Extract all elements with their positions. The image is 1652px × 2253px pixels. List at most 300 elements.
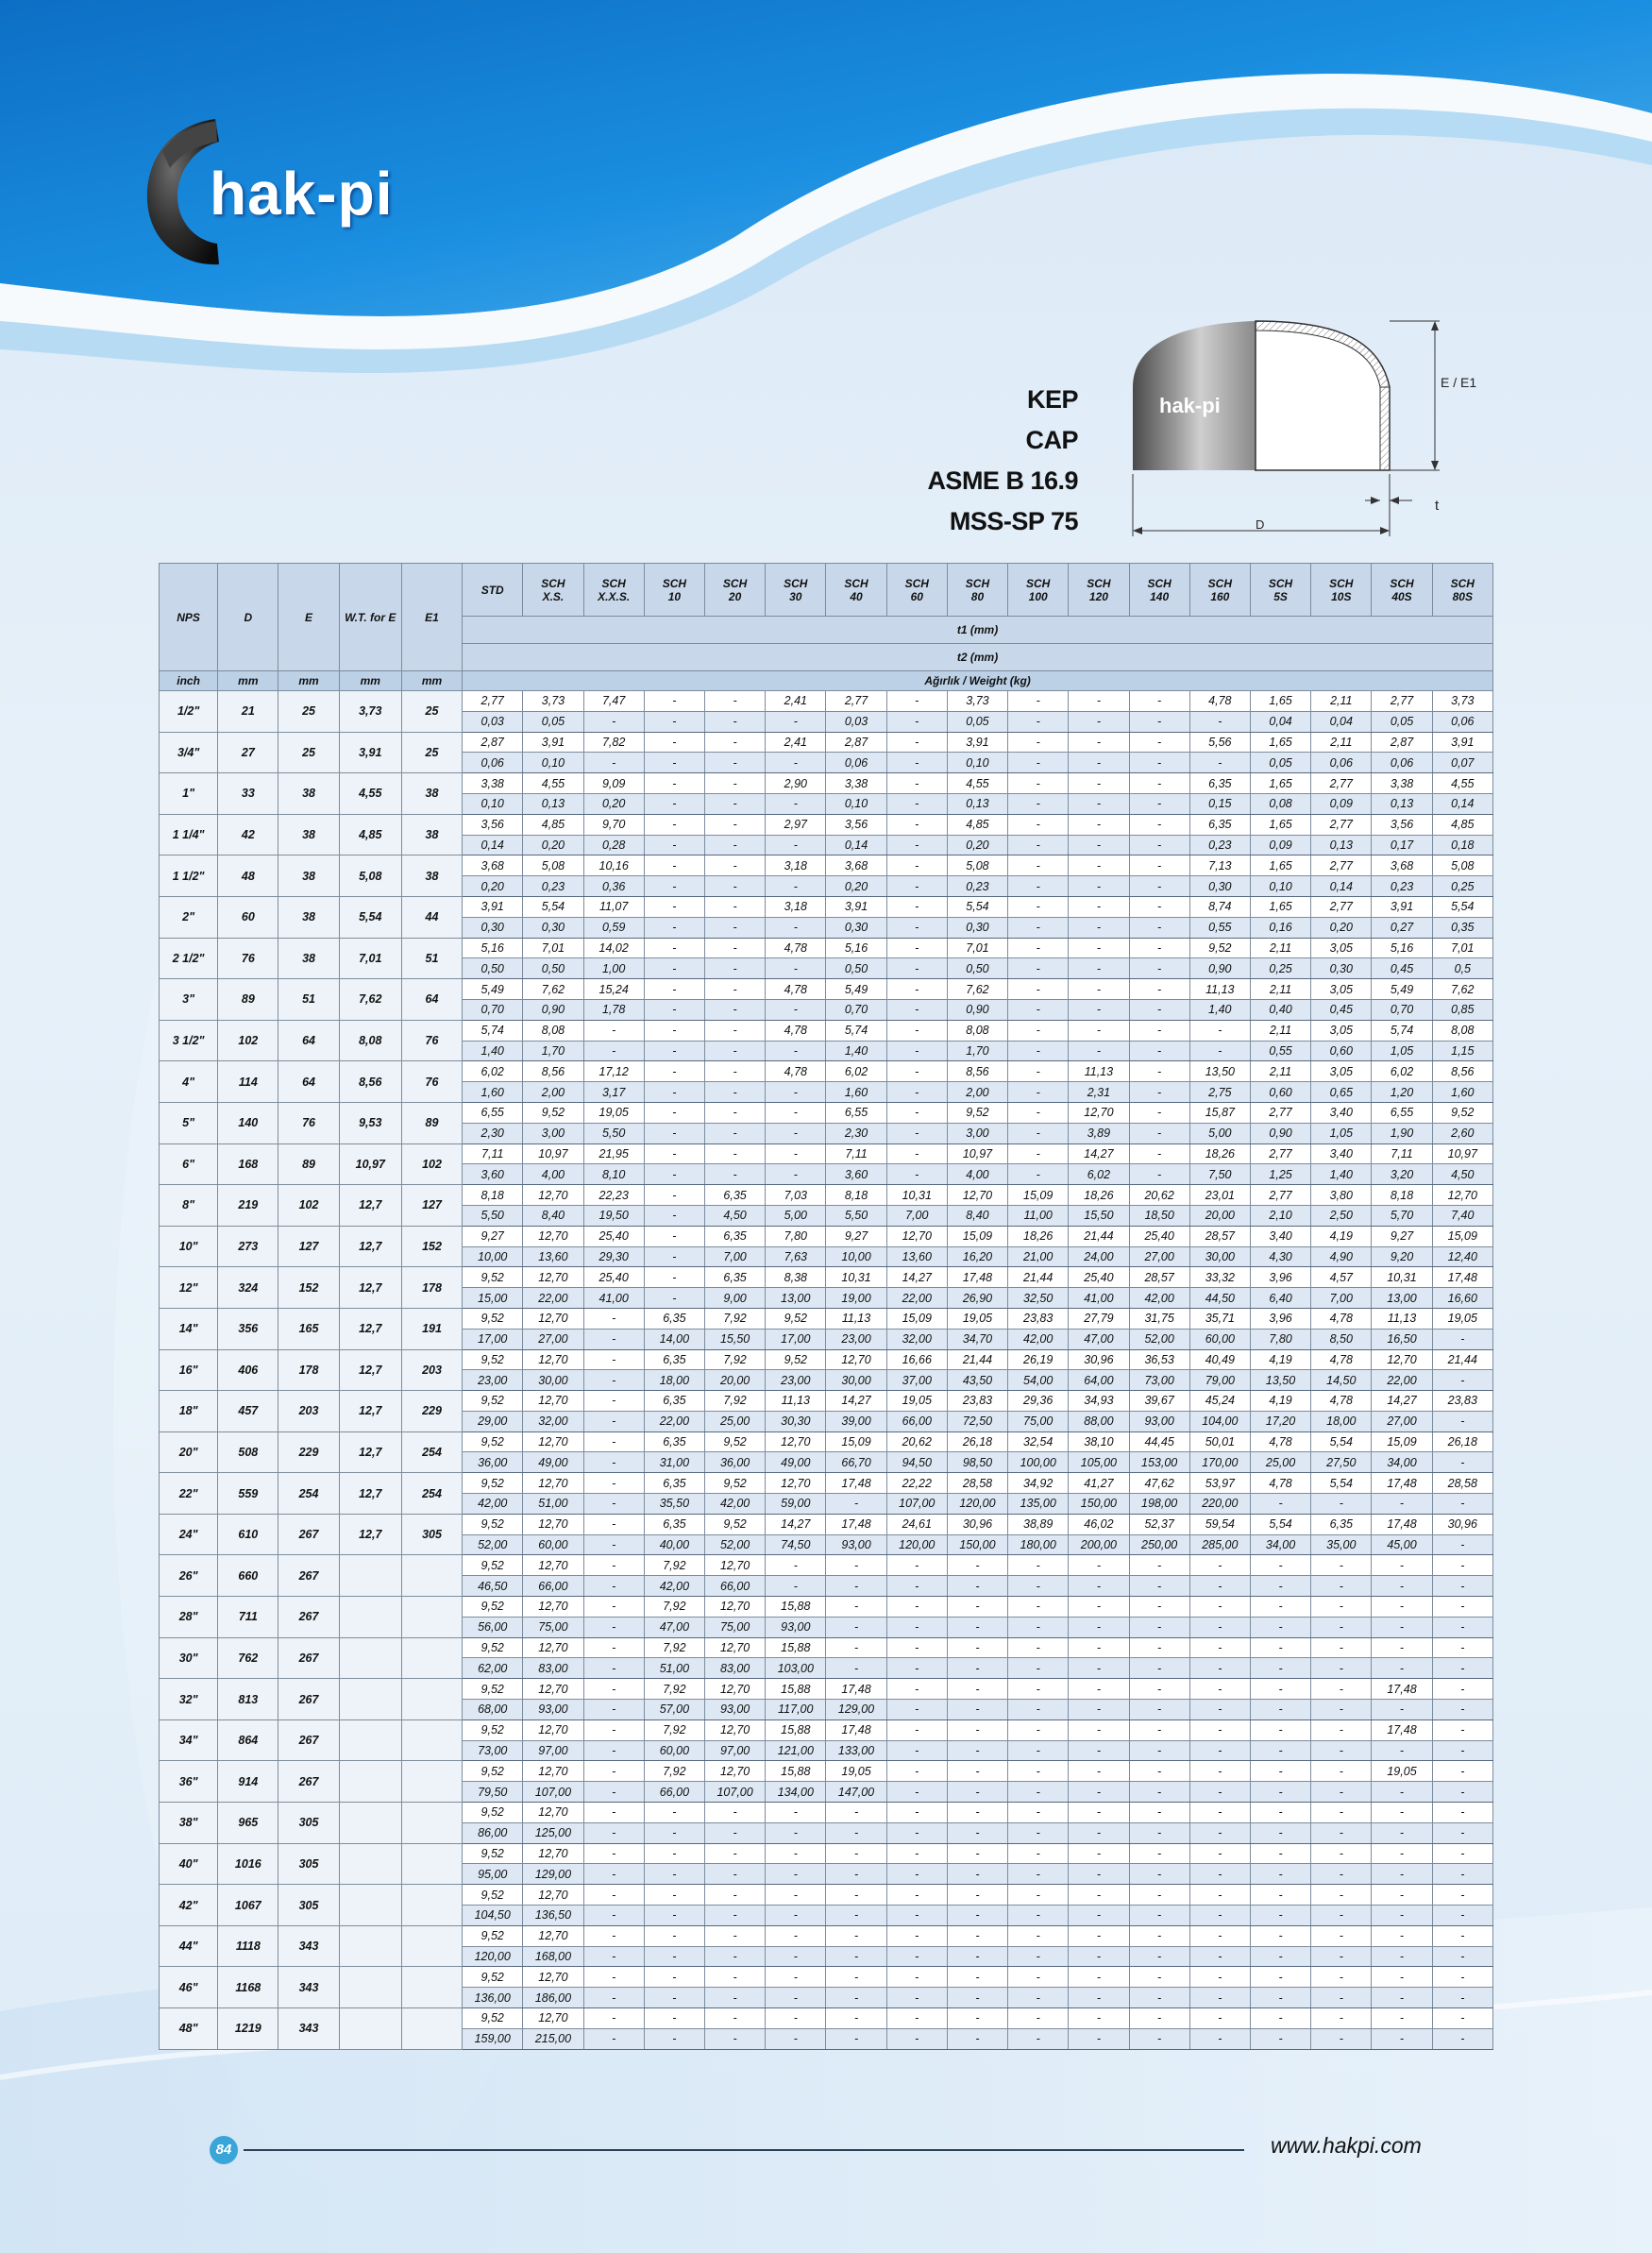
cell-thickness: - [1189, 1967, 1250, 1988]
unit-e1: mm [401, 671, 462, 691]
cell-wt: 5,08 [339, 855, 401, 897]
cell-thickness: 32,54 [1008, 1431, 1069, 1452]
cell-thickness: 11,13 [826, 1308, 886, 1329]
cell-weight: 1,05 [1311, 1123, 1372, 1143]
cell-thickness: - [1008, 1719, 1069, 1740]
cell-thickness: 3,68 [826, 855, 886, 876]
cell-e: 203 [278, 1391, 339, 1432]
cell-thickness: 2,77 [1311, 855, 1372, 876]
cell-weight: - [644, 1041, 704, 1061]
cell-weight: - [583, 711, 644, 732]
cell-weight: - [1372, 1782, 1432, 1803]
cell-weight: 5,50 [463, 1205, 523, 1226]
cell-thickness: 5,54 [1311, 1431, 1372, 1452]
cell-e1 [401, 1679, 462, 1720]
cell-weight: 32,00 [886, 1329, 947, 1349]
cell-e: 343 [278, 1967, 339, 2008]
cell-weight: 134,00 [766, 1782, 826, 1803]
cell-nps: 26" [160, 1555, 218, 1597]
cell-thickness: 7,62 [523, 979, 583, 1000]
cell-weight: - [1069, 1658, 1129, 1679]
cell-weight: 75,00 [704, 1617, 765, 1637]
cell-thickness: - [1008, 1102, 1069, 1123]
cell-thickness: 28,57 [1189, 1226, 1250, 1246]
cell-weight: 49,00 [766, 1452, 826, 1473]
cell-thickness: 5,16 [1372, 938, 1432, 958]
cell-weight: - [1069, 1988, 1129, 2008]
cell-thickness: 33,32 [1189, 1267, 1250, 1288]
table-row [160, 1761, 1493, 1782]
cell-thickness: - [947, 1885, 1007, 1906]
cell-thickness: - [886, 1061, 947, 1082]
cell-weight: - [766, 1082, 826, 1103]
cell-weight: - [583, 1534, 644, 1555]
cell-thickness: 9,52 [463, 1925, 523, 1946]
cell-thickness: - [886, 979, 947, 1000]
cell-thickness: 12,70 [523, 2008, 583, 2029]
cell-weight: - [1372, 1658, 1432, 1679]
table-row [160, 1226, 1493, 1246]
cell-weight: 5,70 [1372, 1205, 1432, 1226]
cell-thickness: 8,08 [523, 1020, 583, 1041]
cell-thickness: 4,78 [1250, 1473, 1310, 1494]
cell-weight: 15,50 [1069, 1205, 1129, 1226]
cell-thickness: - [1069, 1555, 1129, 1576]
cell-weight: - [826, 1617, 886, 1637]
cell-wt: 5,54 [339, 896, 401, 938]
cell-weight: - [1311, 2028, 1372, 2049]
cell-weight: - [826, 1822, 886, 1843]
cell-weight: - [1129, 1822, 1189, 1843]
cell-weight: - [1250, 1617, 1310, 1637]
cell-d: 457 [218, 1391, 278, 1432]
cell-thickness: 2,77 [1250, 1185, 1310, 1206]
cell-e1: 38 [401, 814, 462, 855]
cell-weight: 30,00 [826, 1370, 886, 1391]
cell-thickness: 12,70 [523, 1267, 583, 1288]
cell-weight: - [644, 999, 704, 1020]
cell-weight: - [826, 1988, 886, 2008]
cell-thickness: 9,52 [463, 1761, 523, 1782]
cell-weight: 30,00 [1189, 1246, 1250, 1267]
cell-thickness: - [704, 1020, 765, 1041]
cell-thickness: - [947, 1925, 1007, 1946]
cell-nps: 30" [160, 1637, 218, 1679]
cell-weight: - [1311, 1617, 1372, 1637]
cell-thickness: 34,93 [1069, 1391, 1129, 1412]
cell-weight: 0,03 [826, 711, 886, 732]
cell-d: 168 [218, 1143, 278, 1185]
cell-e1: 25 [401, 691, 462, 733]
cell-weight: - [1129, 1906, 1189, 1926]
cell-weight: 0,30 [947, 917, 1007, 938]
cell-weight: - [886, 793, 947, 814]
cell-nps: 16" [160, 1349, 218, 1391]
cell-wt: 12,7 [339, 1267, 401, 1309]
cell-weight: 59,00 [766, 1494, 826, 1515]
cell-thickness: 9,09 [583, 773, 644, 794]
cell-thickness: 11,13 [1189, 979, 1250, 1000]
cell-weight: - [1129, 1658, 1189, 1679]
cell-d: 508 [218, 1431, 278, 1473]
cell-weight: - [1069, 958, 1129, 979]
cell-thickness: - [1250, 1719, 1310, 1740]
cell-weight: 0,50 [463, 958, 523, 979]
cell-weight: 40,00 [644, 1534, 704, 1555]
cell-thickness: 9,52 [704, 1514, 765, 1534]
cell-thickness: 15,87 [1189, 1102, 1250, 1123]
cell-thickness: - [1129, 1597, 1189, 1618]
cell-weight: - [1008, 1617, 1069, 1637]
cell-thickness: - [1250, 2008, 1310, 2029]
cell-thickness: 10,31 [1372, 1267, 1432, 1288]
cell-thickness: 11,13 [1069, 1061, 1129, 1082]
cell-thickness: 3,18 [766, 896, 826, 917]
cell-thickness: - [1069, 732, 1129, 753]
table-row [160, 1637, 1493, 1658]
cell-weight: - [583, 1576, 644, 1597]
cell-thickness: - [1311, 1679, 1372, 1700]
cell-thickness: - [1250, 1555, 1310, 1576]
cell-thickness: - [886, 1102, 947, 1123]
cell-weight: 4,30 [1250, 1246, 1310, 1267]
cell-weight: - [704, 1988, 765, 2008]
cell-weight: 29,30 [583, 1246, 644, 1267]
cell-thickness: 9,27 [826, 1226, 886, 1246]
cell-thickness: 18,26 [1069, 1185, 1129, 1206]
cell-weight: - [947, 1782, 1007, 1803]
cell-weight: - [1372, 1576, 1432, 1597]
cell-weight: 2,60 [1432, 1123, 1492, 1143]
header-d: D [218, 564, 278, 671]
cell-thickness: - [704, 2008, 765, 2029]
cell-weight: - [704, 1082, 765, 1103]
cell-thickness: 4,78 [1311, 1349, 1372, 1370]
cell-thickness: 11,07 [583, 896, 644, 917]
cell-weight: - [947, 1946, 1007, 1967]
cell-e1: 38 [401, 773, 462, 815]
cell-weight: - [1008, 917, 1069, 938]
cell-thickness: - [1129, 1761, 1189, 1782]
height-dim-label: E / E1 [1441, 375, 1477, 390]
cell-weight: 13,00 [766, 1288, 826, 1309]
cell-nps: 34" [160, 1719, 218, 1761]
cell-thickness: - [644, 1925, 704, 1946]
cell-weight: - [886, 1782, 947, 1803]
cell-thickness: 28,57 [1129, 1267, 1189, 1288]
cell-thickness: 1,65 [1250, 773, 1310, 794]
cell-thickness: 34,92 [1008, 1473, 1069, 1494]
cell-weight: - [1432, 1452, 1492, 1473]
cell-weight: - [1432, 1411, 1492, 1431]
cell-thickness: - [1432, 1803, 1492, 1823]
cell-thickness: 3,91 [463, 896, 523, 917]
cell-thickness: - [1008, 1679, 1069, 1700]
cell-thickness: 11,13 [1372, 1308, 1432, 1329]
cell-thickness: 9,52 [463, 1967, 523, 1988]
cell-nps: 28" [160, 1597, 218, 1638]
cell-thickness: 9,52 [463, 1473, 523, 1494]
cell-weight: 79,00 [1189, 1370, 1250, 1391]
cell-e1: 44 [401, 896, 462, 938]
cell-weight: 0,18 [1432, 835, 1492, 855]
cell-thickness: 19,05 [583, 1102, 644, 1123]
cell-thickness: 15,09 [1008, 1185, 1069, 1206]
cell-thickness: 8,08 [947, 1020, 1007, 1041]
cell-weight: 2,30 [826, 1123, 886, 1143]
cell-thickness: - [1311, 1925, 1372, 1946]
cell-thickness: - [1008, 1020, 1069, 1041]
cell-weight: - [1129, 1988, 1189, 2008]
cell-thickness: 12,70 [704, 1679, 765, 1700]
cell-nps: 40" [160, 1843, 218, 1885]
cell-weight: - [766, 999, 826, 1020]
cell-e: 25 [278, 732, 339, 773]
cell-weight: - [644, 711, 704, 732]
cell-weight: 0,05 [1372, 711, 1432, 732]
cell-weight: - [1250, 1864, 1310, 1885]
cell-thickness: 15,09 [1432, 1226, 1492, 1246]
cell-thickness: - [1129, 1719, 1189, 1740]
cell-weight: 7,00 [1311, 1288, 1372, 1309]
cell-weight: 93,00 [826, 1534, 886, 1555]
cell-weight: 0,13 [1372, 793, 1432, 814]
cell-thickness: 40,49 [1189, 1349, 1250, 1370]
cell-thickness: 24,61 [886, 1514, 947, 1534]
cell-weight: - [1189, 1740, 1250, 1761]
cell-thickness: 39,67 [1129, 1391, 1189, 1412]
cell-weight: - [1311, 1658, 1372, 1679]
cell-weight: 44,50 [1189, 1288, 1250, 1309]
cell-thickness: - [1008, 1555, 1069, 1576]
cell-thickness: 12,70 [704, 1597, 765, 1618]
cell-weight: - [1129, 1576, 1189, 1597]
cell-e: 38 [278, 773, 339, 815]
cell-weight: 83,00 [523, 1658, 583, 1679]
table-row [160, 896, 1493, 917]
cell-thickness: 9,52 [463, 1885, 523, 1906]
cell-thickness: - [766, 1925, 826, 1946]
cell-thickness: 9,52 [704, 1473, 765, 1494]
cell-e: 305 [278, 1843, 339, 1885]
cell-thickness: 2,77 [463, 691, 523, 712]
cell-thickness: - [1129, 814, 1189, 835]
table-row [160, 1843, 1493, 1864]
cell-nps: 44" [160, 1925, 218, 1967]
cell-weight: - [704, 917, 765, 938]
cell-thickness: - [886, 1761, 947, 1782]
cell-weight: 14,00 [644, 1329, 704, 1349]
cell-weight: - [1008, 793, 1069, 814]
cell-d: 21 [218, 691, 278, 733]
cell-thickness: 3,05 [1311, 938, 1372, 958]
cell-d: 914 [218, 1761, 278, 1803]
cell-thickness: 12,70 [523, 1391, 583, 1412]
cell-wt: 3,73 [339, 691, 401, 733]
cell-thickness: 3,05 [1311, 1020, 1372, 1041]
cell-e: 267 [278, 1719, 339, 1761]
cell-thickness: 2,90 [766, 773, 826, 794]
cell-weight: - [1250, 1658, 1310, 1679]
cell-thickness: 25,40 [583, 1226, 644, 1246]
cell-weight: - [766, 711, 826, 732]
cell-weight: - [1432, 1700, 1492, 1720]
cell-weight: - [583, 1452, 644, 1473]
cell-thickness: - [644, 1803, 704, 1823]
cell-thickness: - [947, 1597, 1007, 1618]
cell-thickness: - [1129, 1555, 1189, 1576]
cell-weight: - [947, 1864, 1007, 1885]
cell-thickness: 9,52 [463, 1391, 523, 1412]
cell-thickness: 1,65 [1250, 814, 1310, 835]
website-link[interactable]: www.hakpi.com [1271, 2133, 1422, 2158]
cell-thickness: 12,70 [523, 1514, 583, 1534]
cell-thickness: - [1372, 2008, 1432, 2029]
cell-thickness: - [1069, 1925, 1129, 1946]
cell-thickness: - [1008, 1597, 1069, 1618]
cell-weight: 2,30 [463, 1123, 523, 1143]
cell-weight: - [766, 1822, 826, 1843]
cell-thickness: - [947, 1761, 1007, 1782]
cell-weight: - [704, 1864, 765, 1885]
cell-weight: - [644, 917, 704, 938]
cell-weight: - [766, 1123, 826, 1143]
cell-weight: - [583, 1822, 644, 1843]
cell-thickness: 2,87 [1372, 732, 1432, 753]
cell-thickness: 17,48 [1372, 1719, 1432, 1740]
cell-thickness: 7,47 [583, 691, 644, 712]
cell-thickness: - [1129, 1967, 1189, 1988]
cell-thickness: - [1311, 1761, 1372, 1782]
cell-e: 229 [278, 1431, 339, 1473]
cell-thickness: 2,77 [1311, 773, 1372, 794]
cell-weight: 4,00 [947, 1164, 1007, 1185]
cell-weight: 34,00 [1250, 1534, 1310, 1555]
cell-e1: 191 [401, 1308, 462, 1349]
cell-weight: 1,40 [1189, 999, 1250, 1020]
cell-weight: - [583, 1700, 644, 1720]
cell-weight: - [1069, 1822, 1129, 1843]
cell-thickness: 6,35 [1189, 773, 1250, 794]
cell-thickness: 18,26 [1008, 1226, 1069, 1246]
cell-e1 [401, 1967, 462, 2008]
cell-thickness: 5,54 [1250, 1514, 1310, 1534]
cell-thickness: - [1008, 1803, 1069, 1823]
cell-thickness: - [1129, 1143, 1189, 1164]
cell-weight: - [1372, 1822, 1432, 1843]
cell-thickness: 7,62 [947, 979, 1007, 1000]
cell-weight: 79,50 [463, 1782, 523, 1803]
cell-weight: 186,00 [523, 1988, 583, 2008]
cell-thickness: 3,73 [947, 691, 1007, 712]
cell-weight: 0,06 [1372, 753, 1432, 773]
cell-thickness: 21,44 [1008, 1267, 1069, 1288]
unit-wt: mm [339, 671, 401, 691]
cell-thickness: - [1069, 1679, 1129, 1700]
cell-thickness: - [583, 1803, 644, 1823]
cell-thickness: - [1189, 1761, 1250, 1782]
cell-weight: - [583, 2028, 644, 2049]
cell-weight: 42,00 [1129, 1288, 1189, 1309]
cell-thickness: - [886, 1637, 947, 1658]
cell-thickness: 26,19 [1008, 1349, 1069, 1370]
cell-weight: - [1372, 1617, 1432, 1637]
cell-thickness: - [826, 1843, 886, 1864]
cell-thickness: - [1432, 1843, 1492, 1864]
cell-thickness: 7,92 [644, 1555, 704, 1576]
cell-thickness: 45,24 [1189, 1391, 1250, 1412]
cell-weight: - [704, 999, 765, 1020]
cell-thickness: 2,87 [463, 732, 523, 753]
cell-weight: 1,25 [1250, 1164, 1310, 1185]
cell-thickness: 9,52 [463, 1637, 523, 1658]
cell-weight: 8,10 [583, 1164, 644, 1185]
cell-thickness: 6,35 [1311, 1514, 1372, 1534]
cell-thickness: - [644, 773, 704, 794]
cell-weight: - [947, 1658, 1007, 1679]
cell-thickness: 8,18 [463, 1185, 523, 1206]
cell-thickness: 9,52 [1189, 938, 1250, 958]
cell-weight: 0,20 [463, 876, 523, 897]
cell-thickness: 9,52 [766, 1308, 826, 1329]
cell-thickness: - [704, 691, 765, 712]
cell-weight: 30,30 [766, 1411, 826, 1431]
cell-thickness: 4,78 [766, 938, 826, 958]
cell-weight: - [886, 835, 947, 855]
cell-weight: 13,60 [886, 1246, 947, 1267]
cell-weight: 1,70 [947, 1041, 1007, 1061]
cell-thickness: - [1250, 1761, 1310, 1782]
cell-thickness: 12,70 [704, 1719, 765, 1740]
cell-thickness: - [1008, 732, 1069, 753]
table-row [160, 814, 1493, 835]
cell-weight: - [1250, 1988, 1310, 2008]
header-schedule: SCH 40 [826, 564, 886, 617]
cell-weight: 6,02 [1069, 1164, 1129, 1185]
cell-weight: 0,35 [1432, 917, 1492, 938]
cell-thickness: 19,05 [1372, 1761, 1432, 1782]
cell-thickness: 5,56 [1189, 732, 1250, 753]
cell-weight: - [826, 1494, 886, 1515]
cell-wt [339, 1637, 401, 1679]
cell-thickness: - [886, 773, 947, 794]
cell-thickness: 28,58 [1432, 1473, 1492, 1494]
cell-thickness: 30,96 [1069, 1349, 1129, 1370]
cell-weight: - [644, 835, 704, 855]
cell-weight: - [1008, 1864, 1069, 1885]
cell-weight: - [1189, 1822, 1250, 1843]
cell-thickness: - [886, 1597, 947, 1618]
cell-thickness: 3,38 [463, 773, 523, 794]
cell-weight: - [886, 1576, 947, 1597]
cell-thickness: - [704, 1102, 765, 1123]
cell-weight: 0,55 [1250, 1041, 1310, 1061]
cell-thickness: 9,52 [463, 1267, 523, 1288]
cell-weight: 17,20 [1250, 1411, 1310, 1431]
cell-weight: - [1129, 917, 1189, 938]
cell-thickness: 2,11 [1250, 938, 1310, 958]
cell-weight: 11,00 [1008, 1205, 1069, 1226]
diameter-dim-label: D [1256, 517, 1265, 532]
cell-wt: 4,55 [339, 773, 401, 815]
cell-thickness: - [583, 1514, 644, 1534]
cell-weight: 0,50 [523, 958, 583, 979]
cell-weight: 0,04 [1250, 711, 1310, 732]
cell-weight: 7,63 [766, 1246, 826, 1267]
cell-wt: 12,7 [339, 1185, 401, 1227]
cell-thickness: - [1069, 938, 1129, 958]
cell-thickness: - [886, 1803, 947, 1823]
